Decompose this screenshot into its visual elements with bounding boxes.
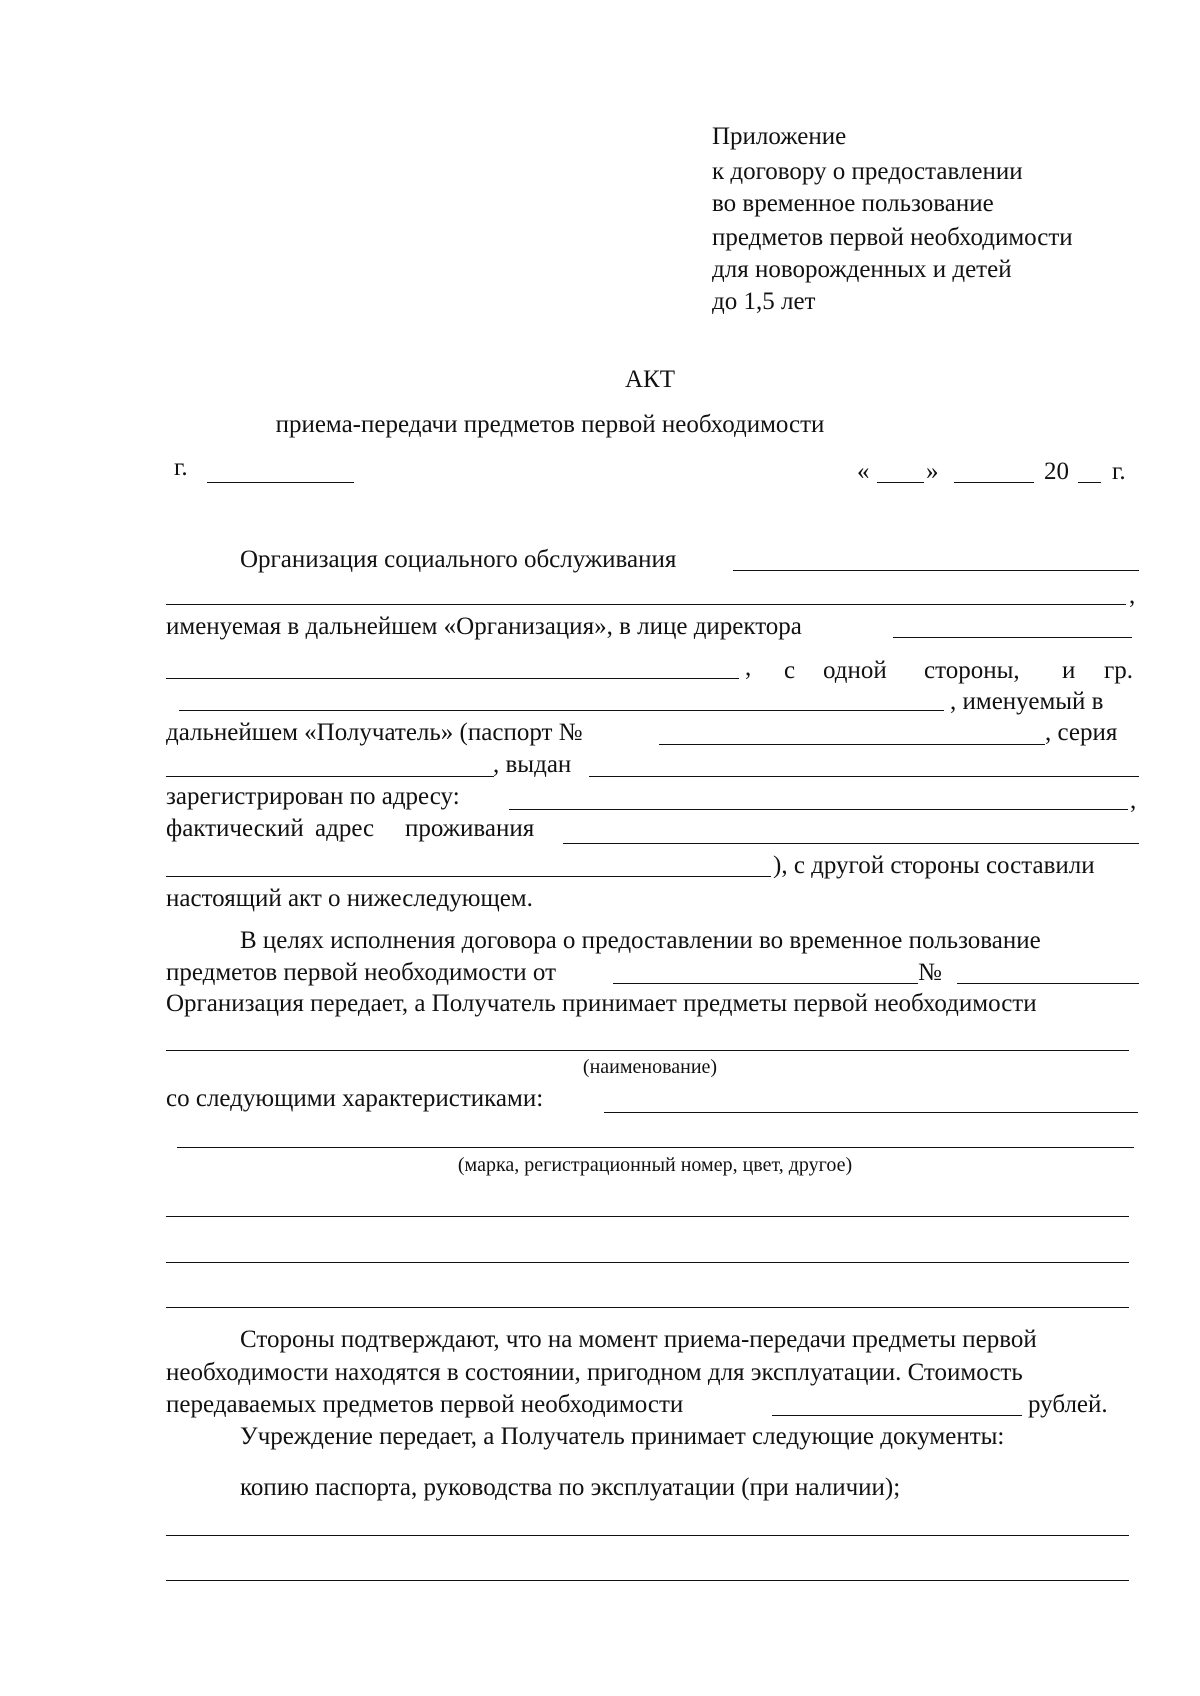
characteristics-field-cont[interactable] <box>177 1147 1134 1148</box>
characteristics-field[interactable] <box>604 1112 1138 1113</box>
one-side-word: гр. <box>1104 657 1134 684</box>
comma: , <box>1129 582 1136 609</box>
one-side-word: одной <box>823 657 887 684</box>
document-subtitle: приема-передачи предметов первой необходимости <box>275 411 825 438</box>
cost-field[interactable] <box>772 1415 1022 1416</box>
named-text: , именуемый в <box>950 688 1104 715</box>
recipient-passport-text: дальнейшем «Получатель» (паспорт № <box>166 719 583 746</box>
one-side-word: с <box>784 657 796 684</box>
this-act-text: настоящий акт о нижеследующем. <box>166 885 533 912</box>
date-year-field[interactable] <box>1078 482 1101 483</box>
actual-address-field-cont[interactable] <box>166 876 771 877</box>
appendix-line: для новорожденных и детей <box>712 256 1012 283</box>
date-month-field[interactable] <box>954 482 1034 483</box>
item-name-field[interactable] <box>166 1050 1129 1051</box>
actual-address-word: проживания <box>405 815 535 842</box>
transfer-line: Организация передает, а Получатель принимает предметы первой необходимости <box>166 990 1037 1017</box>
issued-text: , выдан <box>493 751 572 778</box>
characteristics-caption: (марка, регистрационный номер, цвет, другое) <box>457 1154 853 1176</box>
series-text: , серия <box>1045 719 1118 746</box>
contract-number-field[interactable] <box>957 983 1139 984</box>
blank-line[interactable] <box>166 1262 1129 1263</box>
document-title: АКТ <box>625 366 675 393</box>
date-quote-close: » <box>926 458 939 485</box>
blank-line[interactable] <box>166 1216 1129 1217</box>
blank-line[interactable] <box>166 1307 1129 1308</box>
transfer-line: В целях исполнения договора о предоставлении во временное пользование <box>240 927 1041 954</box>
registration-address-field[interactable] <box>509 809 1128 810</box>
city-field[interactable] <box>207 482 354 483</box>
hereinafter-org-text: именуемая в дальнейшем «Организация», в лице директора <box>166 613 802 640</box>
date-day-field[interactable] <box>877 482 924 483</box>
passport-series-field[interactable] <box>166 776 494 777</box>
contract-date-field[interactable] <box>613 983 918 984</box>
appendix-line: во временное пользование <box>712 190 994 217</box>
appendix-line: до 1,5 лет <box>712 288 816 315</box>
org-name-field-cont[interactable] <box>166 604 1126 605</box>
date-year-suffix: г. <box>1112 458 1126 485</box>
rubles-text: рублей. <box>1028 1391 1108 1418</box>
actual-address-word: фактический <box>166 815 304 842</box>
appendix-line: к договору о предоставлении <box>712 158 1023 185</box>
org-name-field[interactable] <box>733 570 1139 571</box>
passport-issued-field[interactable] <box>589 776 1139 777</box>
transfer-line: предметов первой необходимости от <box>166 959 557 986</box>
comma: , <box>1130 787 1137 814</box>
passport-number-field[interactable] <box>659 744 1045 745</box>
appendix-line: Приложение <box>712 123 847 150</box>
item-name-caption: (наименование) <box>582 1056 718 1078</box>
blank-line[interactable] <box>166 1535 1129 1536</box>
one-side-word: и <box>1062 657 1076 684</box>
documents-list: копию паспорта, руководства по эксплуатации (при наличии); <box>240 1474 901 1501</box>
actual-address-field[interactable] <box>563 843 1139 844</box>
comma: , <box>745 654 752 681</box>
org-label: Организация социального обслуживания <box>240 546 677 573</box>
one-side-word: стороны, <box>924 657 1020 684</box>
characteristics-label: со следующими характеристиками: <box>166 1085 544 1112</box>
recipient-name-field[interactable] <box>179 710 944 711</box>
registered-text: зарегистрирован по адресу: <box>166 783 460 810</box>
appendix-line: предметов первой необходимости <box>712 224 1073 251</box>
number-sign: № <box>918 959 942 986</box>
confirm-line: необходимости находятся в состоянии, пригодном для эксплуатации. Стоимость <box>166 1359 1023 1386</box>
confirm-line: Стороны подтверждают, что на момент приема-передачи предметы первой <box>240 1326 1037 1353</box>
documents-line: Учреждение передает, а Получатель принимает следующие документы: <box>240 1423 1005 1450</box>
blank-line[interactable] <box>166 1580 1129 1581</box>
other-side-text: ), с другой стороны составили <box>773 852 1095 879</box>
date-quote-open: « <box>857 458 870 485</box>
director-name-field-cont[interactable] <box>166 678 739 679</box>
director-name-field[interactable] <box>893 637 1132 638</box>
confirm-line: передаваемых предметов первой необходимости <box>166 1391 684 1418</box>
actual-address-word: адрес <box>315 815 375 842</box>
city-prefix: г. <box>174 454 188 481</box>
date-year-prefix: 20 <box>1044 458 1069 485</box>
